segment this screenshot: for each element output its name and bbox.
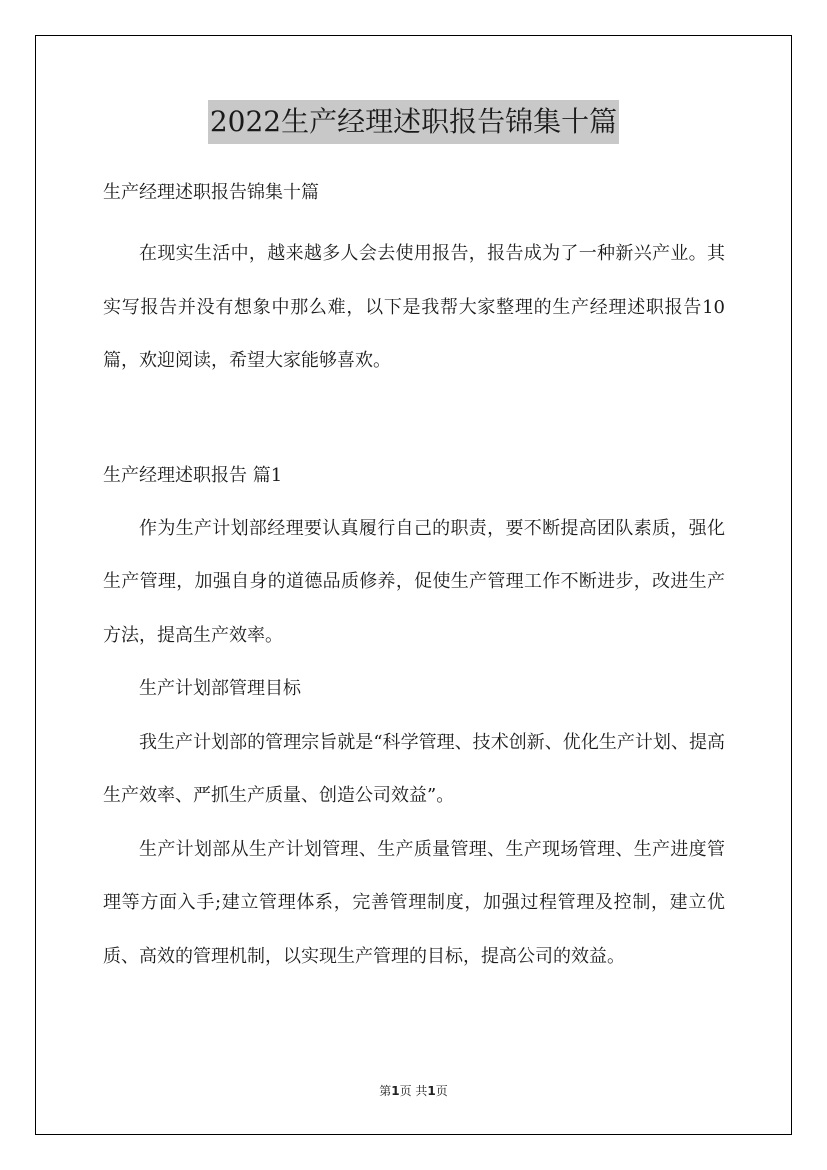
section-heading: 生产经理述职报告 篇1	[103, 464, 283, 486]
section-paragraph: 作为生产计划部经理要认真履行自己的职责，要不断提高团队素质，强化生产管理，加强自身的道德品质修养，促使生产管理工作不断进步，改进生产方法，提高生产效率。	[103, 517, 725, 646]
page-footer	[0, 1082, 827, 1099]
footer-total-pages: 1	[427, 1084, 436, 1098]
document-body	[103, 175, 725, 983]
footer-suffix: 页	[435, 1084, 448, 1098]
document-title-text: 2022生产经理述职报告锦集十篇	[208, 100, 619, 144]
intro-paragraph: 在现实生活中，越来越多人会去使用报告，报告成为了一种新兴产业。其实写报告并没有想象中那么难，以下是我帮大家整理的生产经理述职报告10篇，欢迎阅读，希望大家能够喜欢。	[103, 243, 725, 371]
document-title	[0, 100, 827, 144]
section-paragraph: 我生产计划部的管理宗旨就是“科学管理、技术创新、优化生产计划、提高生产效率、严抓生产质量、创造公司效益”。	[103, 731, 725, 806]
document-subtitle: 生产经理述职报告锦集十篇	[103, 182, 319, 203]
section-paragraph: 生产计划部从生产计划管理、生产质量管理、生产现场管理、生产进度管理等方面入手;建立管理体系，完善管理制度，加强过程管理及控制，建立优质、高效的管理机制，以实现生产管理的目标，提高公司的效益。	[103, 838, 725, 967]
section-subheading: 生产计划部管理目标	[139, 678, 301, 699]
footer-prefix: 第	[379, 1084, 392, 1098]
footer-mid: 页 共	[399, 1084, 428, 1098]
footer-current-page: 1	[391, 1084, 400, 1098]
